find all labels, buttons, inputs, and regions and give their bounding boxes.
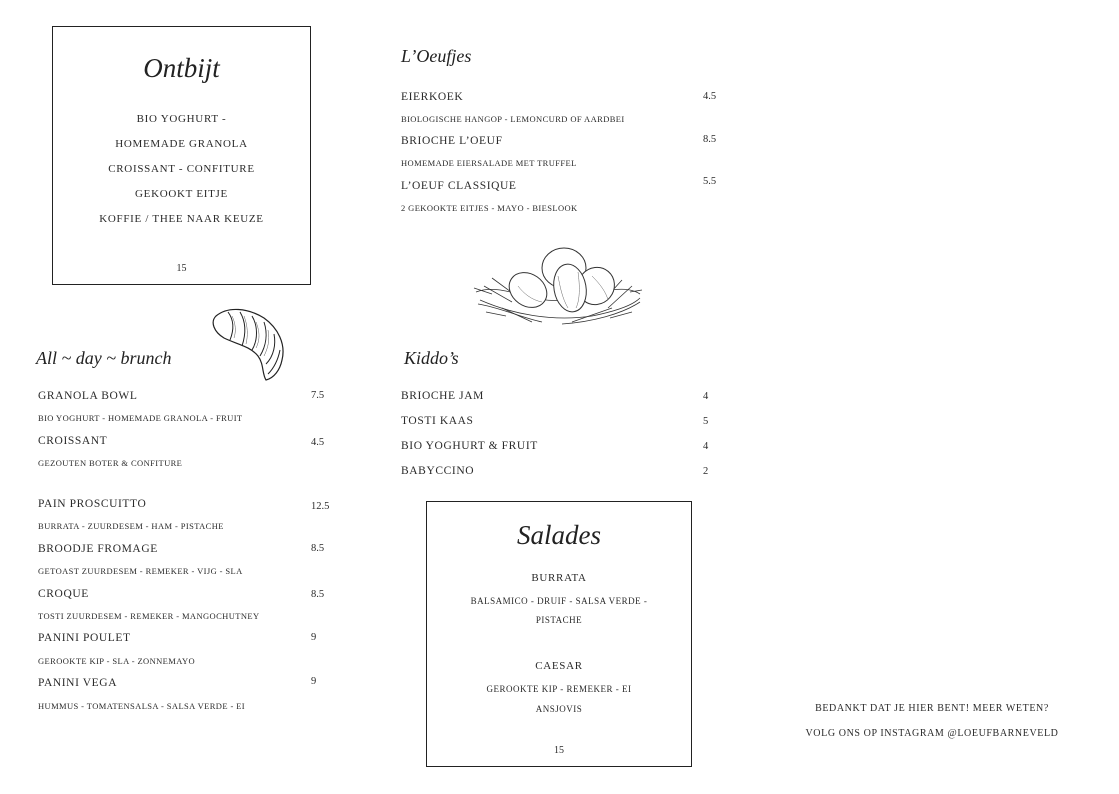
- brunch-item-desc: GEZOUTEN BOTER & CONFITURE: [38, 458, 183, 468]
- oeufjes-item-desc: HOMEMADE EIERSALADE MET TRUFFEL: [401, 158, 577, 168]
- salades-caesar-name: CAESAR: [535, 660, 583, 672]
- brunch-item-price: 8.5: [311, 543, 325, 554]
- footer-line-instagram: VOLG ONS OP INSTAGRAM @LOEUFBARNEVELD: [805, 728, 1059, 739]
- oeufjes-item-price: 5.5: [703, 176, 717, 187]
- brunch-item-desc: GEROOKTE KIP - SLA - ZONNEMAYO: [38, 656, 196, 666]
- brunch-item-price: 4.5: [311, 437, 325, 448]
- brunch-item-price: 9: [311, 676, 317, 687]
- brunch-item-desc: TOSTI ZUURDESEM - REMEKER - MANGOCHUTNEY: [38, 611, 260, 621]
- salades-caesar-desc: GEROOKTE KIP - REMEKER - EI: [486, 684, 632, 694]
- oeufjes-item-name: L’OEUF CLASSIQUE: [401, 180, 517, 192]
- kiddos-item-price: 5: [703, 416, 709, 427]
- croissant-icon: [208, 304, 290, 382]
- ontbijt-line: HOMEMADE GRANOLA: [115, 138, 248, 150]
- oeufjes-item-desc: BIOLOGISCHE HANGOP - LEMONCURD OF AARDBEI: [401, 114, 625, 124]
- oeufjes-item-name: BRIOCHE L’OEUF: [401, 135, 503, 147]
- ontbijt-box: [52, 26, 311, 285]
- ontbijt-line: KOFFIE / THEE NAAR KEUZE: [99, 213, 264, 225]
- brunch-item-price: 7.5: [311, 390, 325, 401]
- brunch-item-price: 8.5: [311, 589, 325, 600]
- brunch-item-price: 12.5: [311, 501, 330, 512]
- oeufjes-title: L’Oeufjes: [401, 46, 472, 66]
- brunch-item-name: BROODJE FROMAGE: [38, 543, 158, 555]
- brunch-item-desc: BIO YOGHURT - HOMEMADE GRANOLA - FRUIT: [38, 413, 243, 423]
- oeufjes-item-price: 8.5: [703, 134, 717, 145]
- brunch-item-name: GRANOLA BOWL: [38, 390, 138, 402]
- brunch-item-price: 9: [311, 632, 317, 643]
- brunch-item-name: PANINI POULET: [38, 632, 131, 644]
- salades-box: [426, 501, 692, 767]
- kiddos-item-price: 2: [703, 466, 709, 477]
- salades-caesar-desc: ANSJOVIS: [535, 704, 583, 714]
- footer-line-thanks: BEDANKT DAT JE HIER BENT! MEER WETEN?: [815, 703, 1049, 714]
- oeufjes-item-name: EIERKOEK: [401, 91, 464, 103]
- brunch-title: All ~ day ~ brunch: [36, 348, 172, 368]
- brunch-item-desc: BURRATA - ZUURDESEM - HAM - PISTACHE: [38, 521, 224, 531]
- salades-price: 15: [554, 745, 564, 756]
- brunch-item-name: CROISSANT: [38, 435, 108, 447]
- brunch-item-desc: HUMMUS - TOMATENSALSA - SALSA VERDE - EI: [38, 701, 246, 711]
- ontbijt-price: 15: [176, 263, 187, 274]
- salades-burrata-desc: PISTACHE: [535, 615, 583, 625]
- ontbijt-line: BIO YOGHURT -: [136, 113, 227, 125]
- kiddos-item-name: TOSTI KAAS: [401, 415, 474, 427]
- brunch-item-name: PANINI VEGA: [38, 677, 118, 689]
- salades-burrata-desc: BALSAMICO - DRUIF - SALSA VERDE -: [470, 596, 648, 606]
- ontbijt-title: Ontbijt: [143, 53, 220, 83]
- kiddos-item-price: 4: [703, 441, 709, 452]
- eggs-in-nest-icon: [472, 242, 644, 328]
- kiddos-item-name: BRIOCHE JAM: [401, 390, 484, 402]
- brunch-item-name: CROQUE: [38, 588, 89, 600]
- kiddos-item-price: 4: [703, 391, 709, 402]
- ontbijt-line: CROISSANT - CONFITURE: [108, 163, 255, 175]
- ontbijt-line: GEKOOKT EITJE: [135, 188, 228, 200]
- brunch-item-name: PAIN PROSCUITTO: [38, 498, 147, 510]
- oeufjes-item-desc: 2 GEKOOKTE EITJES - MAYO - BIESLOOK: [401, 203, 578, 213]
- brunch-item-desc: GETOAST ZUURDESEM - REMEKER - VIJG - SLA: [38, 566, 243, 576]
- kiddos-item-name: BIO YOGHURT & FRUIT: [401, 440, 538, 452]
- kiddos-item-name: BABYCCINO: [401, 465, 475, 477]
- salades-burrata-name: BURRATA: [531, 572, 587, 584]
- kiddos-title: Kiddo’s: [404, 348, 459, 368]
- salades-title: Salades: [517, 520, 601, 550]
- oeufjes-item-price: 4.5: [703, 91, 717, 102]
